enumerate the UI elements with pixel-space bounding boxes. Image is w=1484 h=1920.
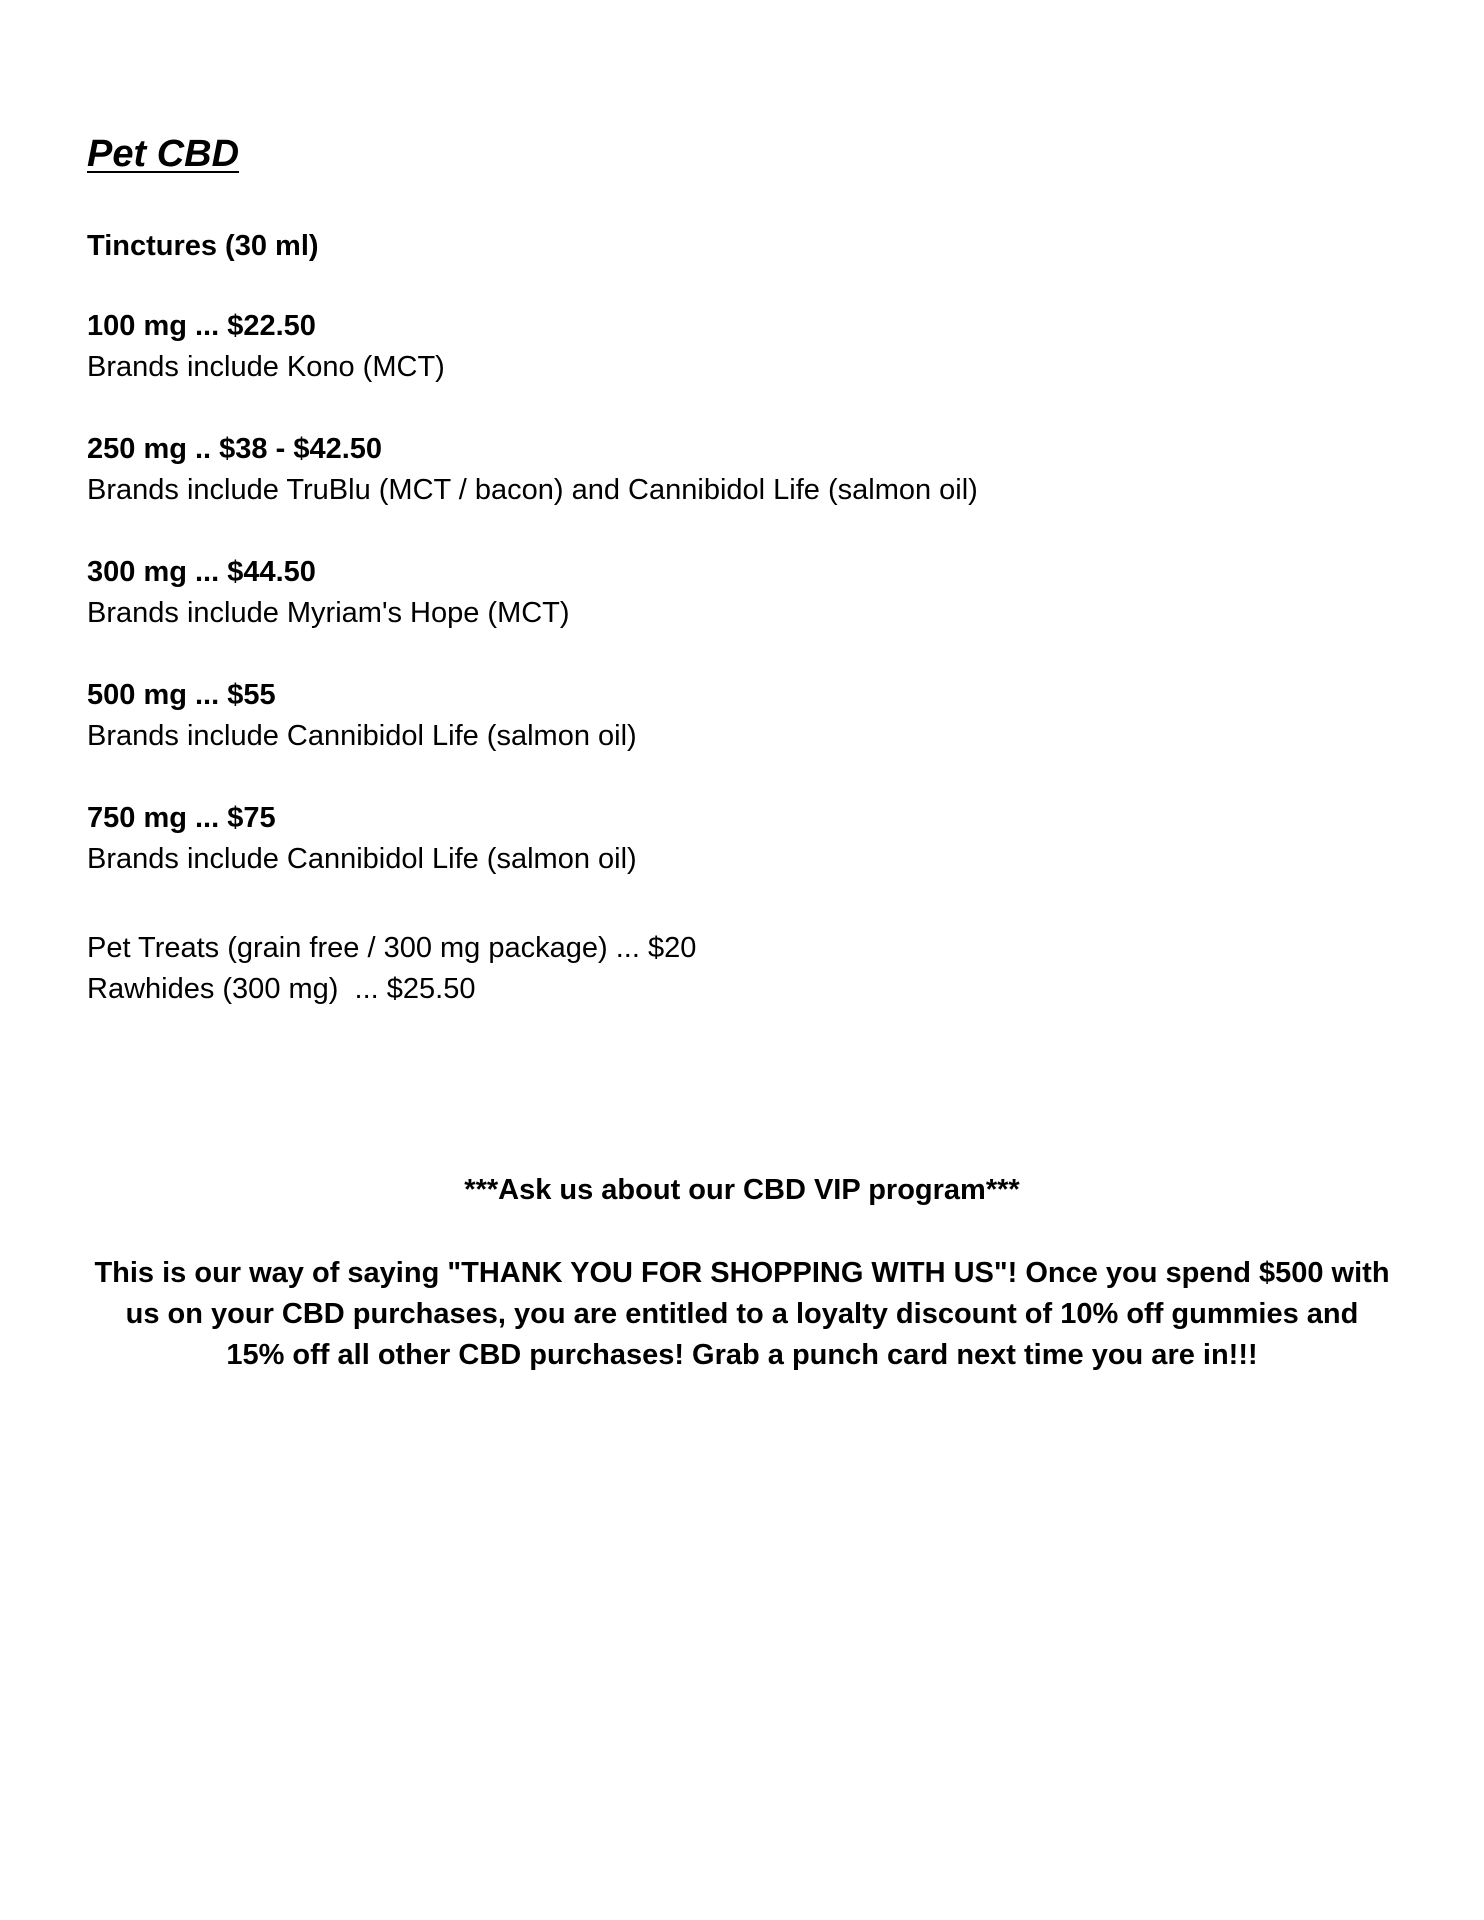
section-heading-tinctures: Tinctures (30 ml) xyxy=(87,230,319,262)
tincture-heading: 300 mg ... $44.50 xyxy=(87,556,316,588)
vip-program-description xyxy=(80,1253,1404,1376)
tincture-brands: Brands include Cannibidol Life (salmon oil) xyxy=(87,843,637,875)
tincture-list xyxy=(87,306,1387,921)
pet-treats-line: Pet Treats (grain free / 300 mg package) ... $20 xyxy=(87,932,697,964)
tincture-item xyxy=(87,675,1387,757)
rawhides-line: Rawhides (300 mg) ... $25.50 xyxy=(87,973,476,1005)
tincture-brands: Brands include Cannibidol Life (salmon oil) xyxy=(87,720,637,752)
tincture-brands: Brands include Kono (MCT) xyxy=(87,351,445,383)
page-title: Pet CBD xyxy=(87,133,240,175)
tincture-item xyxy=(87,552,1387,634)
tincture-item xyxy=(87,798,1387,880)
tincture-item xyxy=(87,429,1387,511)
vip-description-line: us on your CBD purchases, you are entitled to a loyalty discount of 10% off gummies and xyxy=(125,1298,1359,1330)
tincture-item xyxy=(87,306,1387,388)
vip-description-line: This is our way of saying "THANK YOU FOR SHOPPING WITH US"! Once you spend $500 with xyxy=(94,1257,1390,1289)
tincture-brands: Brands include TruBlu (MCT / bacon) and Cannibidol Life (salmon oil) xyxy=(87,474,978,506)
tincture-brands: Brands include Myriam's Hope (MCT) xyxy=(87,597,570,629)
tincture-heading: 100 mg ... $22.50 xyxy=(87,310,316,342)
vip-program-heading: ***Ask us about our CBD VIP program*** xyxy=(464,1174,1020,1206)
vip-description-line: 15% off all other CBD purchases! Grab a punch card next time you are in!!! xyxy=(226,1339,1258,1371)
tincture-heading: 750 mg ... $75 xyxy=(87,802,276,834)
tincture-heading: 500 mg ... $55 xyxy=(87,679,276,711)
tincture-heading: 250 mg .. $38 - $42.50 xyxy=(87,433,383,465)
extra-products xyxy=(87,928,696,1010)
